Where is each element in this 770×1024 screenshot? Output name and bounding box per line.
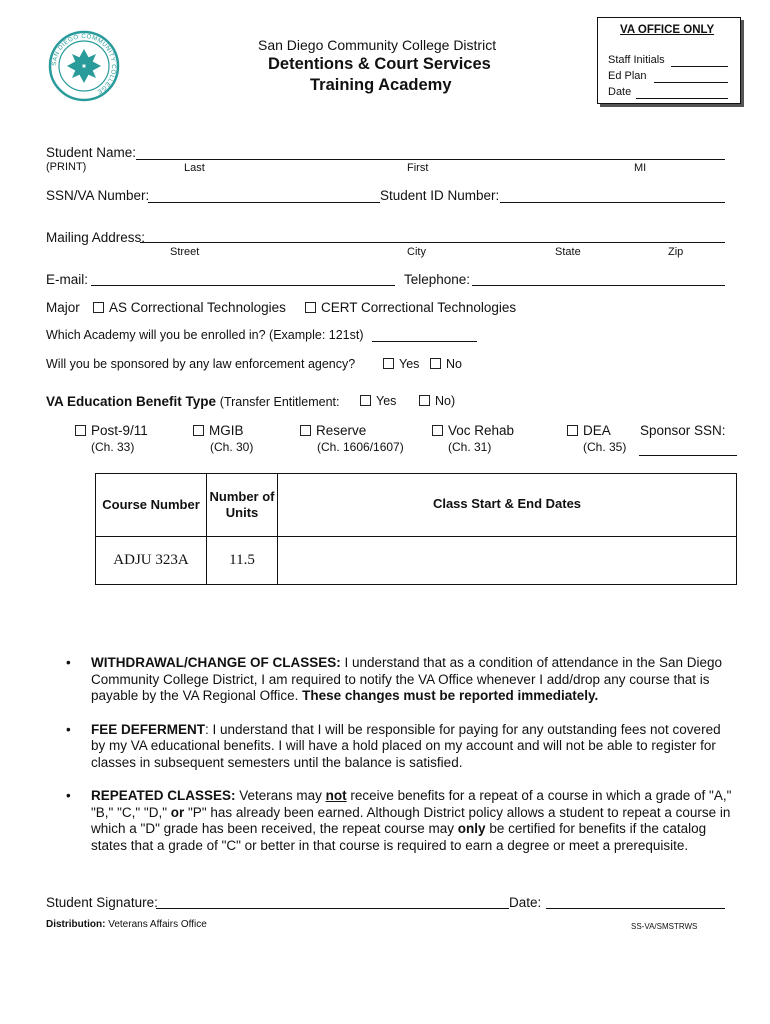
major-option-cert[interactable] — [305, 300, 516, 315]
benefit-name: Voc Rehab — [448, 423, 515, 438]
bullet-icon: • — [66, 788, 71, 803]
mailing-address-label: Mailing Address: — [46, 230, 146, 245]
telephone-label: Telephone: — [404, 272, 471, 287]
signature-date-field[interactable] — [546, 908, 725, 909]
benefit-name: Post-9/11 — [91, 423, 148, 438]
student-name-field[interactable] — [136, 159, 725, 160]
major-option-cert-label: CERT Correctional Technologies — [321, 300, 517, 315]
zip-label: Zip — [668, 246, 684, 258]
va-date-field[interactable] — [636, 98, 728, 99]
state-label: State — [555, 246, 581, 258]
checkbox-icon[interactable] — [93, 302, 104, 313]
benefit-name: MGIB — [209, 423, 244, 438]
term-emphasis: These changes must be reported immediately. — [302, 688, 599, 703]
benefit-chapter: (Ch. 33) — [91, 440, 135, 454]
mailing-address-field[interactable] — [140, 242, 725, 243]
course-table — [95, 473, 737, 585]
staff-initials-label: Staff Initials — [608, 54, 665, 66]
term-only-word: only — [457, 821, 486, 836]
terms-list — [46, 655, 736, 871]
student-id-label: Student ID Number: — [380, 188, 500, 203]
checkbox-icon[interactable] — [383, 358, 394, 369]
checkbox-icon[interactable] — [430, 358, 441, 369]
form-title-line1: Detentions & Court Services — [268, 55, 491, 73]
signature-date-label: Date: — [509, 895, 542, 910]
sponsor-yes-option[interactable] — [383, 357, 419, 371]
benefit-type-title: VA Education Benefit Type — [46, 394, 217, 409]
transfer-yes-option[interactable] — [360, 394, 396, 408]
bullet-icon: • — [66, 721, 71, 737]
ssn-label: SSN/VA Number: — [46, 188, 150, 203]
district-name: San Diego Community College District — [258, 37, 497, 53]
term-heading: FEE DEFERMENT — [91, 721, 206, 737]
benefit-chapter: (Ch. 35) — [583, 440, 627, 454]
student-id-field[interactable] — [500, 202, 725, 203]
distribution-line — [46, 919, 207, 930]
academy-field[interactable] — [372, 341, 477, 342]
benefit-chapter: (Ch. 30) — [210, 440, 254, 454]
ssn-field[interactable] — [148, 202, 380, 203]
date-label: Date — [608, 86, 632, 98]
checkbox-icon[interactable] — [567, 425, 578, 436]
units-cell[interactable]: 11.5 — [207, 537, 278, 585]
term-text: I understand that as a condition of attendance in the San Diego Community College District, I am required to notify the VA Office whenever I add/drop any course that is payable by the VA Regional Office. — [91, 655, 723, 703]
checkbox-icon[interactable] — [419, 395, 430, 406]
checkbox-icon[interactable] — [300, 425, 311, 436]
major-label: Major — [46, 300, 80, 315]
benefit-chapter: (Ch. 1606/1607) — [317, 440, 404, 454]
dates-cell[interactable] — [278, 537, 737, 585]
course-number-header: Course Number — [96, 474, 207, 537]
term-not-word: not — [325, 788, 347, 803]
benefit-mgib-option[interactable] — [193, 423, 244, 438]
course-number-cell[interactable]: ADJU 323A — [96, 537, 207, 585]
table-header-row — [96, 474, 737, 537]
last-label: Last — [184, 162, 205, 174]
sponsor-ssn-label: Sponsor SSN: — [640, 423, 726, 438]
telephone-field[interactable] — [472, 285, 725, 286]
term-text: : I understand that I will be responsible for paying for any outstanding fees not covered by my VA educational benefits. I will have a hold placed on my account and will not be able to register for classes in subsequent semesters until the balance is satisfied. — [91, 721, 721, 770]
major-option-as-label: AS Correctional Technologies — [109, 300, 286, 315]
academy-question: Which Academy will you be enrolled in? (Example: 121st) — [46, 328, 364, 342]
checkbox-icon[interactable] — [193, 425, 204, 436]
ed-plan-field[interactable] — [654, 82, 728, 83]
benefit-name: DEA — [583, 423, 611, 438]
student-signature-field[interactable] — [156, 908, 509, 909]
form-title-line2: Training Academy — [310, 76, 452, 94]
benefit-name: Reserve — [316, 423, 367, 438]
san-diego-community-college-seal — [48, 30, 120, 102]
ed-plan-label: Ed Plan — [608, 70, 647, 82]
term-text: receive benefits for a repeat of a course in which a grade of "A," "B," "C," "D," — [91, 788, 732, 820]
form-code: SS-VA/SMSTRWS — [631, 922, 698, 931]
major-option-as[interactable] — [93, 300, 286, 315]
term-heading: WITHDRAWAL/CHANGE OF CLASSES: — [91, 655, 341, 670]
distribution-label: Distribution: — [46, 919, 106, 930]
units-header: Number of Units — [207, 474, 278, 537]
va-office-only-box — [597, 17, 741, 104]
checkbox-icon[interactable] — [432, 425, 443, 436]
benefit-voc-rehab-option[interactable] — [432, 423, 514, 438]
term-text: be certified for benefits if the catalog states that a grade of "C" or better in that course is required to earn a degree or meet a prerequisite. — [91, 821, 707, 853]
svg-text:SAN DIEGO COMMUNITY COLLEGE: SAN DIEGO COMMUNITY COLLEGE — [50, 32, 118, 96]
term-heading: REPEATED CLASSES: — [91, 788, 236, 803]
transfer-no-option[interactable] — [419, 394, 455, 408]
sponsor-yes-label: Yes — [399, 357, 420, 371]
transfer-entitlement-label: (Transfer Entitlement: — [219, 395, 340, 409]
benefit-chapter: (Ch. 31) — [448, 440, 492, 454]
print-label: (PRINT) — [46, 161, 87, 173]
checkbox-icon[interactable] — [305, 302, 316, 313]
benefit-dea-option[interactable] — [567, 423, 611, 438]
benefit-type-row — [46, 394, 340, 409]
checkbox-icon[interactable] — [75, 425, 86, 436]
student-signature-label: Student Signature: — [46, 895, 158, 910]
term-text: Veterans may — [235, 788, 326, 803]
term-repeated-classes — [46, 788, 736, 854]
sponsor-ssn-field[interactable] — [639, 455, 737, 456]
term-text: "P" has already been earned. Although District policy allows a student to repeat a course in which a "D" grade has been received, the repeat course may — [91, 804, 731, 836]
student-name-label: Student Name: — [46, 145, 137, 160]
first-label: First — [407, 162, 429, 174]
street-label: Street — [170, 246, 200, 258]
transfer-yes-label: Yes — [376, 394, 397, 408]
email-field[interactable] — [91, 285, 395, 286]
term-withdrawal — [46, 655, 736, 705]
term-fee-deferment — [46, 722, 736, 772]
table-row — [96, 537, 737, 585]
sponsor-no-label: No — [446, 357, 462, 371]
dates-header: Class Start & End Dates — [278, 474, 737, 537]
checkbox-icon[interactable] — [360, 395, 371, 406]
benefit-post911-option[interactable] — [75, 423, 148, 438]
term-or-word: or — [170, 804, 185, 820]
benefit-reserve-option[interactable] — [300, 423, 366, 438]
bullet-icon: • — [66, 655, 71, 670]
transfer-no-label: No) — [435, 394, 456, 408]
email-label: E-mail: — [46, 272, 89, 287]
mi-label: MI — [634, 162, 647, 174]
city-label: City — [407, 246, 426, 258]
distribution-value: Veterans Affairs Office — [105, 919, 207, 930]
sponsor-question: Will you be sponsored by any law enforcement agency? — [46, 357, 356, 371]
staff-initials-field[interactable] — [671, 66, 728, 67]
va-office-title: VA OFFICE ONLY — [620, 24, 715, 36]
sponsor-no-option[interactable] — [430, 357, 462, 371]
